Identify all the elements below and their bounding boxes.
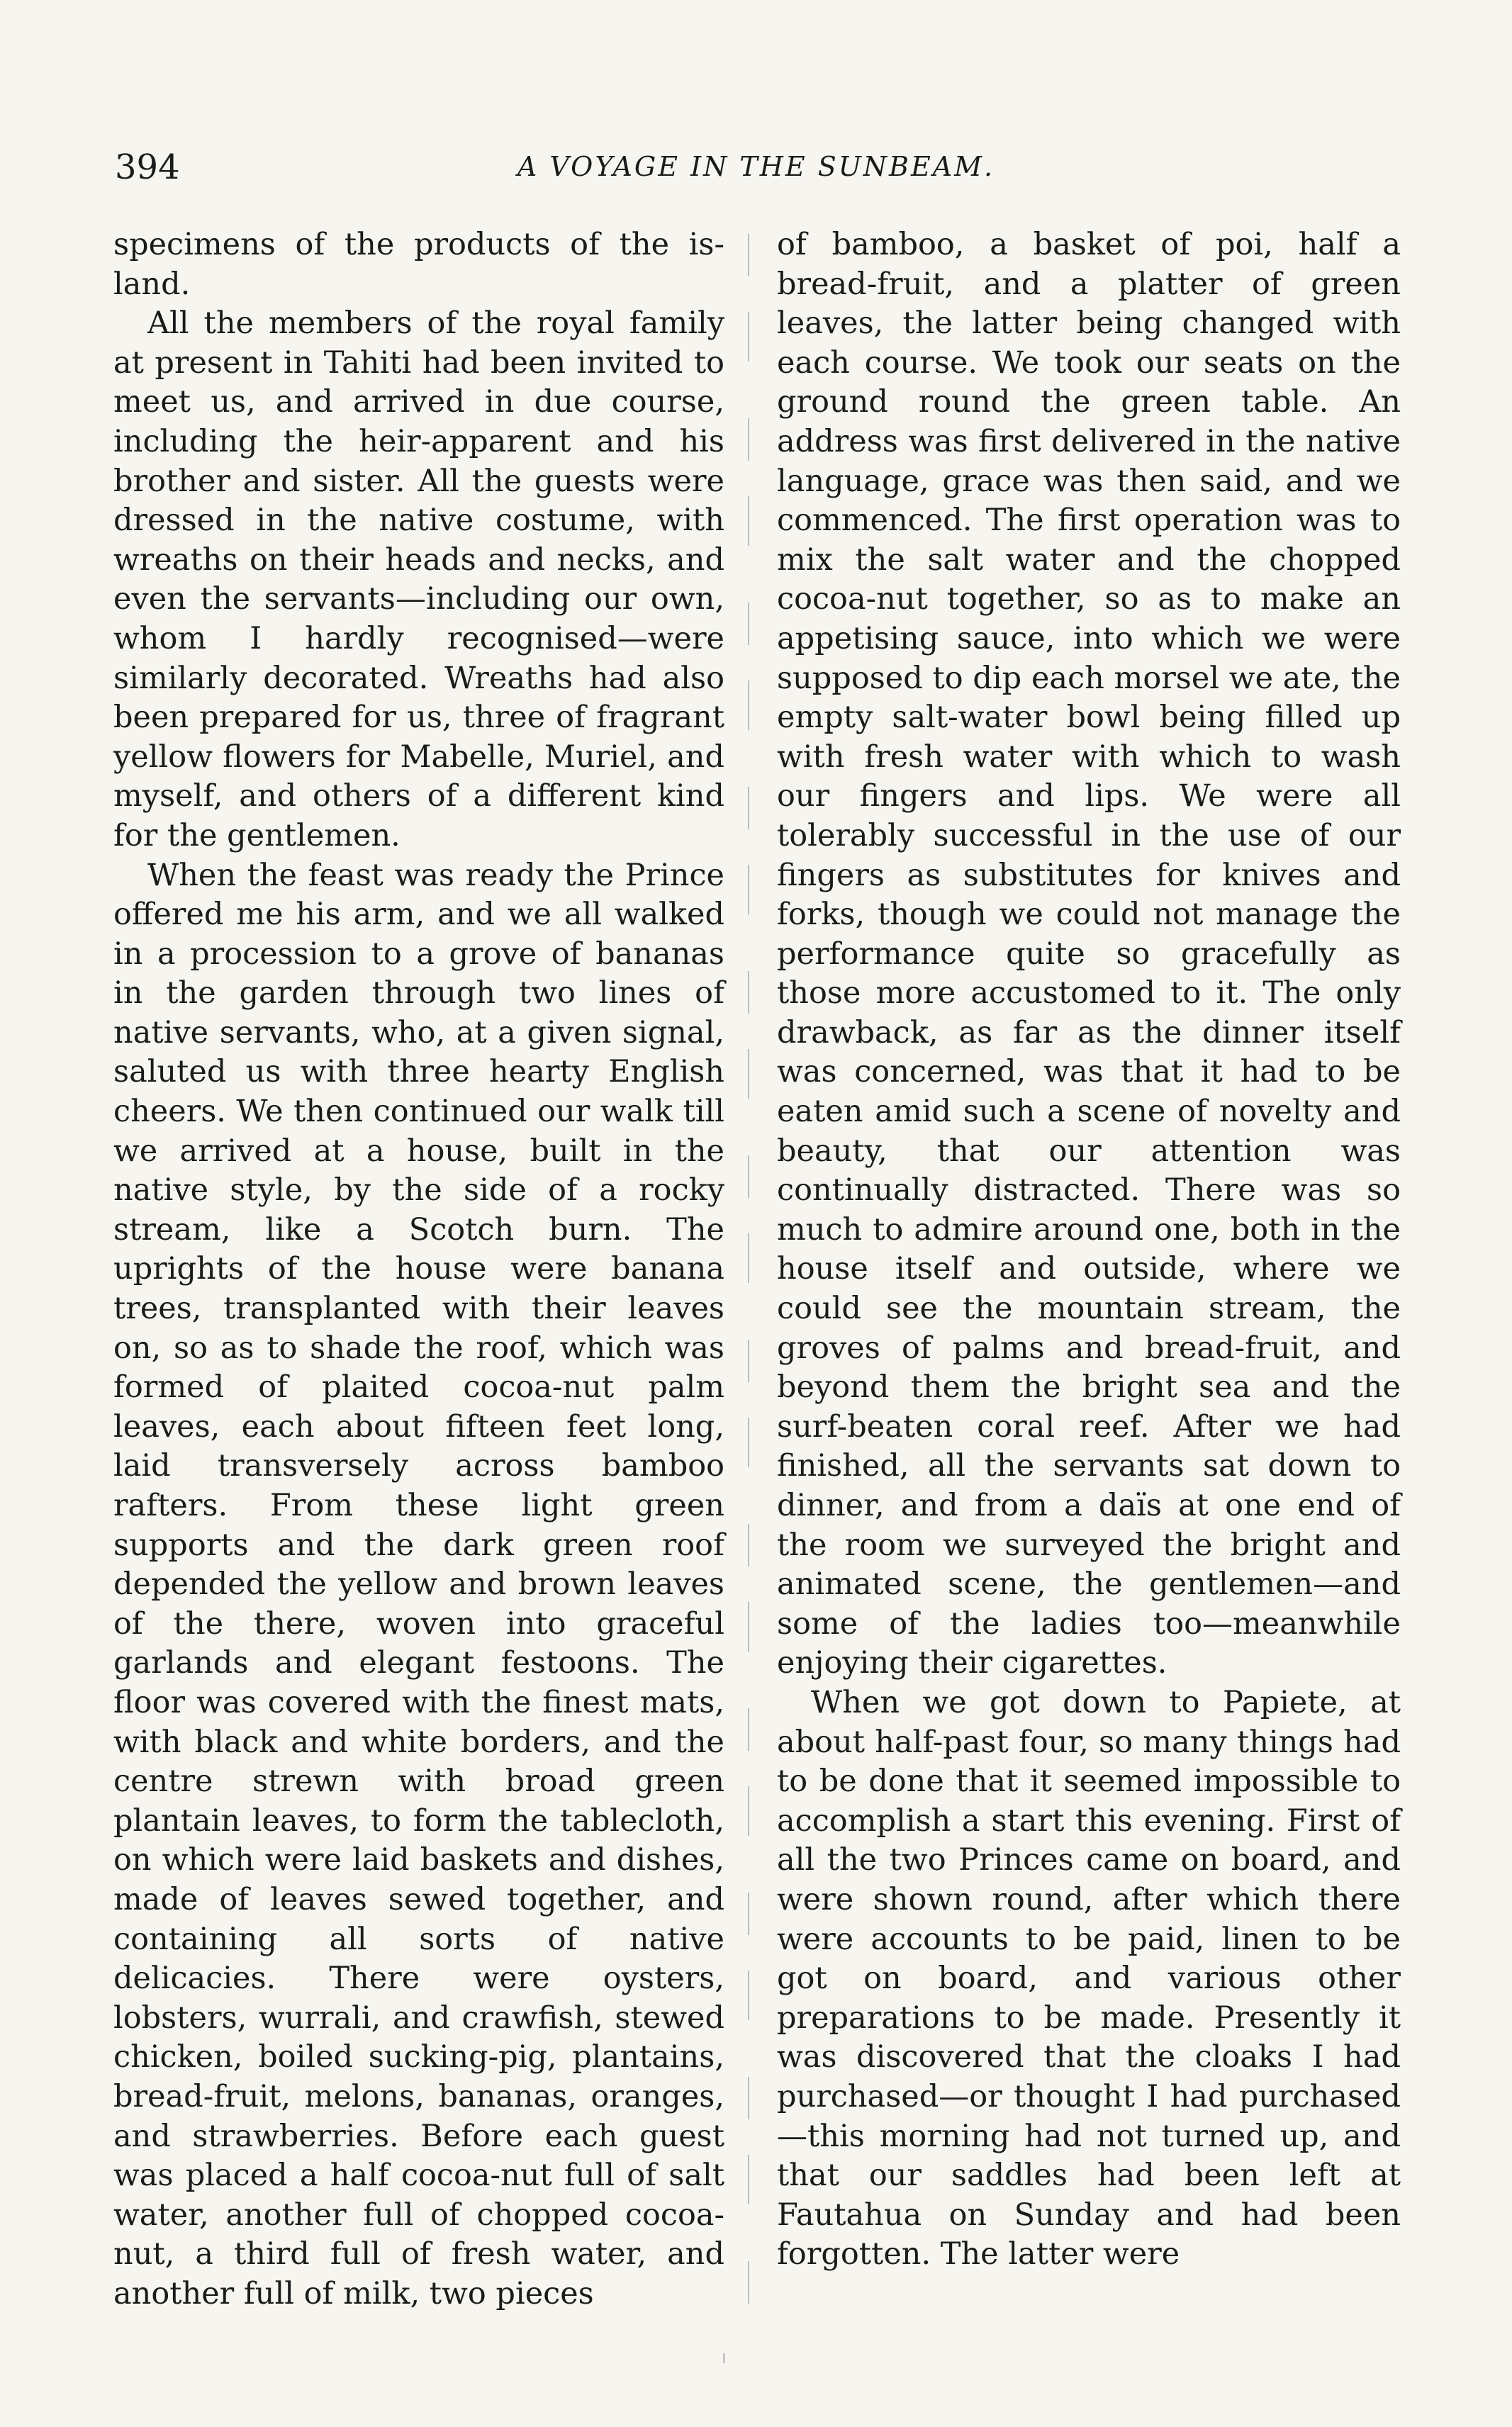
page-number: 394 [115, 147, 180, 187]
paragraph: specimens of the products of the island. [113, 227, 724, 302]
paragraph: All the members of the royal family at present in Tahiti had been invited to meet us, and arrived in due course, including the heir-apparent and his brother and sister. All the guests were dressed in the native costume, with wreaths on their heads and necks, and even the servants—including our own, whom I hardly recognised—were similarly decorated. Wreaths had also been prepared for us, three of fragrant yellow flowers for Mabelle, Muriel, and myself, and others of a different kind for the gentlemen. [113, 306, 724, 853]
column-divider [748, 234, 749, 2325]
right-column [777, 225, 1401, 2275]
print-mark [723, 2353, 725, 2363]
paragraph: of bamboo, a basket of poi, half a bread-fruit, and a platter of green leaves, the latter being changed with each course. We took our seats on the ground round the green table. An address was first delivered in the native language, grace was then said, and we commenced. The first operation was to mix the salt water and the chopped cocoa-nut together, so as to make an appetising sauce, into which we were supposed to dip each morsel we ate, the empty salt-water bowl being filled up with fresh water with which to wash our fingers and lips. We were all tolerably successful in the use of our fingers as substitutes for knives and forks, though we could not manage the performance quite so gracefully as those more accustomed to it. The only drawback, as far as the dinner itself was concerned, was that it had to be eaten amid such a scene of novelty and beauty, that our attention was continually distracted. There was so much to admire around one, both in the house itself and outside, where we could see the mountain stream, the groves of palms and bread-fruit, and beyond them the bright sea and the surf-beaten coral reef. After we had finished, all the servants sat down to dinner, and from a daïs at one end of the room we surveyed the bright and animated scene, the gentlemen—and some of the ladies too—meanwhile enjoying their cigarettes. [777, 227, 1401, 1681]
paragraph: When we got down to Papiete, at about half-past four, so many things had to be done that it seemed impossible to accomplish a start this evening. First of all the two Princes came on board, and were shown round, after which there were accounts to be paid, linen to be got on board, and various other preparations to be made. Presently it was discovered that the cloaks I had purchased—or thought I had purchased—this morning had not turned up, and that our saddles had been left at Fautahua on Sunday and had been forgotten. The latter were [777, 1684, 1401, 2272]
paragraph: When the feast was ready the Prince offered me his arm, and we all walked in a procession to a grove of bananas in the garden through two lines of native servants, who, at a given signal, saluted us with three hearty English cheers. We then continued our walk till we arrived at a house, built in the native style, by the side of a rocky stream, like a Scotch burn. The uprights of the house were banana trees, transplanted with their leaves on, so as to shade the roof, which was formed of plaited cocoa-nut palm leaves, each about fifteen feet long, laid transversely across bamboo rafters. From these light green supports and the dark green roof depended the yellow and brown leaves of the there, woven into graceful garlands and elegant festoons. The floor was covered with the finest mats, with black and white borders, and the centre strewn with broad green plantain leaves, to form the tablecloth, on which were laid baskets and dishes, made of leaves sewed together, and containing all sorts of native delicacies. There were oysters, lobsters, wurrali, and crawfish, stewed chicken, boiled sucking-pig, plantains, bread-fruit, melons, bananas, oranges, and strawberries. Before each guest was placed a half cocoa-nut full of salt water, another full of chopped cocoa-nut, a third full of fresh water, and another full of milk, two pieces [113, 857, 724, 2311]
left-column [113, 225, 724, 2314]
running-title: A VOYAGE IN THE SUNBEAM. [517, 151, 995, 182]
